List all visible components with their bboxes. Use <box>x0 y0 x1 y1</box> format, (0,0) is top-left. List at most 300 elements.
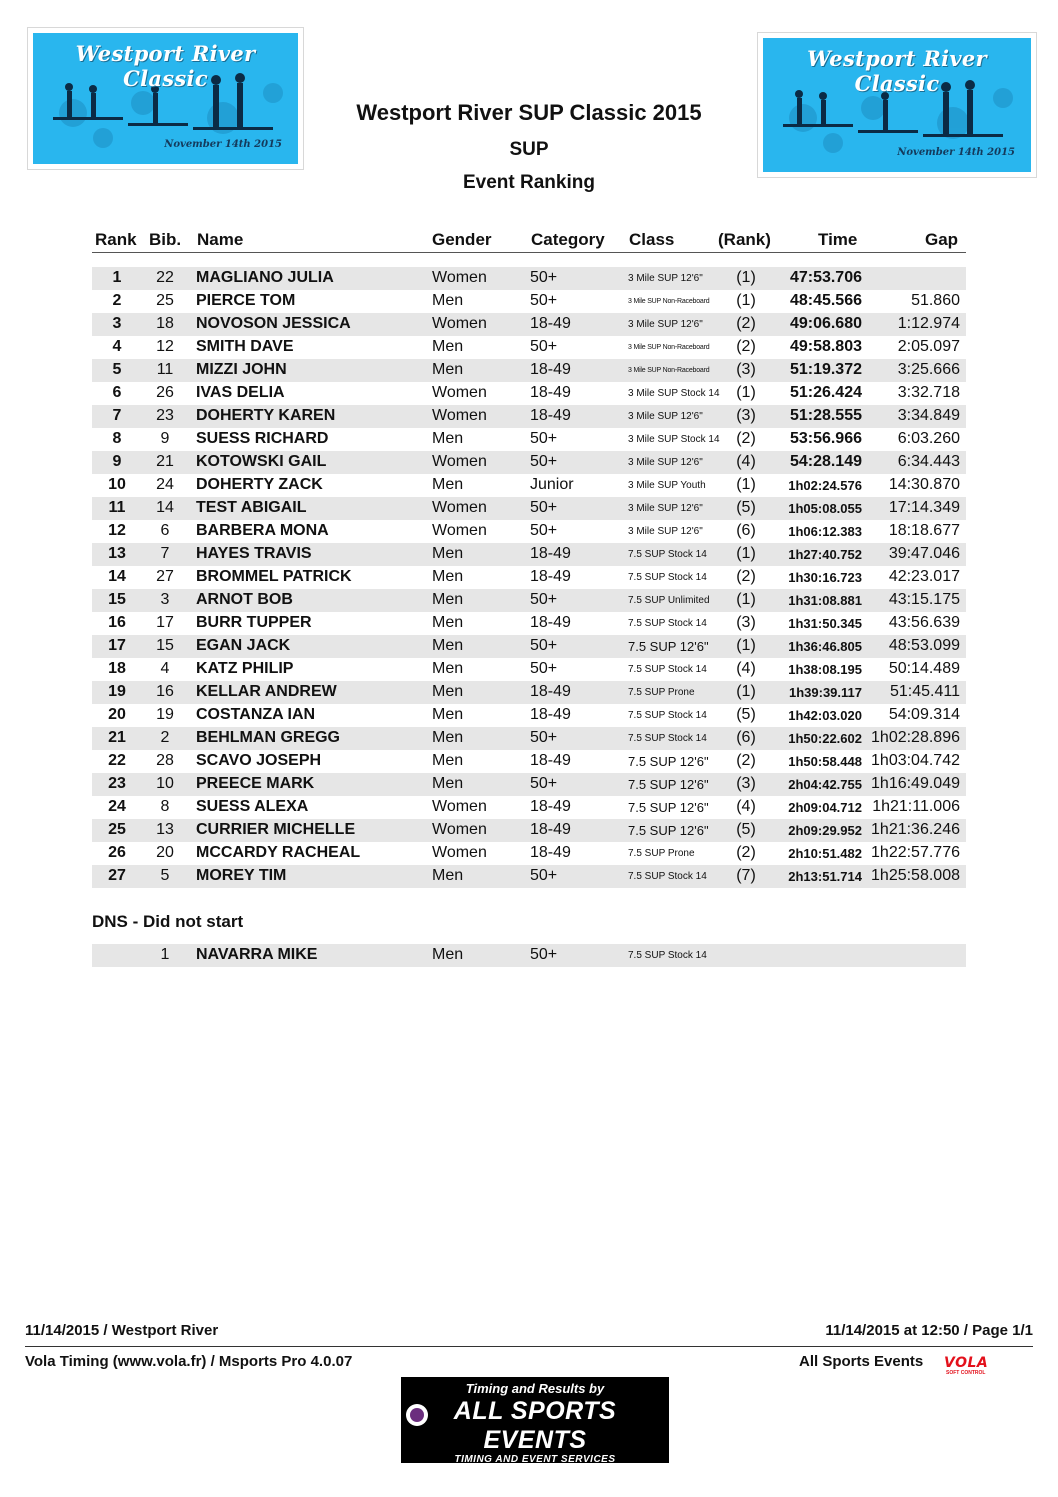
category-cell: 50+ <box>530 591 558 608</box>
time-cell: 51:19.372 <box>789 361 862 378</box>
rank-cell: 1 <box>112 269 122 286</box>
category-cell: 18-49 <box>530 568 571 585</box>
category-cell: Junior <box>530 476 574 493</box>
gender-cell: Men <box>432 614 464 631</box>
rank-cell: 25 <box>108 821 126 838</box>
gap-cell: 39:47.046 <box>888 545 960 562</box>
table-row <box>92 382 966 405</box>
category-cell: 50+ <box>530 867 558 884</box>
class-rank-cell: (7) <box>736 867 756 884</box>
rank-cell: 13 <box>108 545 126 562</box>
bib-cell: 9 <box>160 430 170 447</box>
gap-cell: 50:14.489 <box>888 660 960 677</box>
category-cell: 18-49 <box>530 844 571 861</box>
time-cell: 2h13:51.714 <box>788 869 862 884</box>
class-rank-cell: (1) <box>736 683 756 700</box>
gender-cell: Women <box>432 315 487 332</box>
table-row <box>92 474 966 497</box>
rank-cell: 21 <box>108 729 126 746</box>
table-row <box>92 773 966 796</box>
time-cell: 1h30:16.723 <box>788 570 862 585</box>
name-cell: DOHERTY KAREN <box>196 407 336 424</box>
class-rank-cell: (3) <box>736 407 756 424</box>
gender-cell: Women <box>432 384 487 401</box>
gap-cell: 48:53.099 <box>888 637 960 654</box>
bib-cell: 17 <box>156 614 174 631</box>
table-row <box>92 635 966 658</box>
table-row <box>92 451 966 474</box>
category-cell: 18-49 <box>530 315 571 332</box>
class-cell: 7.5 SUP Stock 14 <box>628 733 707 744</box>
name-cell: NAVARRA MIKE <box>196 946 318 963</box>
category-cell: 50+ <box>530 637 558 654</box>
class-cell: 3 Mile SUP Stock 14 <box>628 434 720 445</box>
class-cell: 7.5 SUP Stock 14 <box>628 871 707 882</box>
bib-cell: 11 <box>156 361 174 378</box>
class-cell: 3 Mile SUP 12'6" <box>628 319 703 330</box>
gender-cell: Men <box>432 545 464 562</box>
name-cell: MAGLIANO JULIA <box>196 269 334 286</box>
name-cell: KATZ PHILIP <box>196 660 294 677</box>
bib-cell: 1 <box>160 946 170 963</box>
time-cell: 2h10:51.482 <box>788 846 862 861</box>
bib-cell: 6 <box>160 522 170 539</box>
rank-cell: 15 <box>108 591 126 608</box>
gap-cell: 1h03:04.742 <box>871 752 960 769</box>
class-rank-cell: (6) <box>736 522 756 539</box>
class-rank-cell: (3) <box>736 775 756 792</box>
table-row <box>92 566 966 589</box>
name-cell: NOVOSON JESSICA <box>196 315 351 332</box>
table-row <box>92 842 966 865</box>
class-cell: 7.5 SUP 12'6" <box>628 639 709 654</box>
class-rank-cell: (6) <box>736 729 756 746</box>
class-cell: 3 Mile SUP 12'6" <box>628 526 703 537</box>
rank-cell: 17 <box>108 637 126 654</box>
gender-cell: Men <box>432 430 464 447</box>
name-cell: DOHERTY ZACK <box>196 476 323 493</box>
table-row <box>92 865 966 888</box>
bib-cell: 24 <box>156 476 174 493</box>
table-row <box>92 497 966 520</box>
name-cell: BURR TUPPER <box>196 614 312 631</box>
bib-cell: 10 <box>156 775 174 792</box>
name-cell: BROMMEL PATRICK <box>196 568 352 585</box>
sponsor-name: ALL SPORTS EVENTS <box>453 1397 617 1454</box>
gender-cell: Women <box>432 453 487 470</box>
name-cell: CURRIER MICHELLE <box>196 821 356 838</box>
class-rank-cell: (2) <box>736 752 756 769</box>
category-cell: 18-49 <box>530 361 571 378</box>
event-title: Westport River SUP Classic 2015 <box>356 100 702 125</box>
category-cell: 18-49 <box>530 752 571 769</box>
gender-cell: Men <box>432 361 464 378</box>
gap-cell: 1h21:36.246 <box>871 821 960 838</box>
gap-cell: 54:09.314 <box>888 706 960 723</box>
category-cell: 18-49 <box>530 384 571 401</box>
rank-cell: 22 <box>108 752 126 769</box>
table-row <box>92 359 966 382</box>
col-bib: Bib. <box>149 230 182 249</box>
gap-cell: 43:56.639 <box>888 614 960 631</box>
rank-cell: 7 <box>112 407 122 424</box>
bib-cell: 14 <box>156 499 174 516</box>
category-cell: 18-49 <box>530 545 571 562</box>
footer-date-location: 11/14/2015 / Westport River <box>25 1322 219 1339</box>
table-row <box>92 405 966 428</box>
class-rank-cell: (2) <box>736 315 756 332</box>
gap-cell: 2:05.097 <box>897 338 960 355</box>
gender-cell: Women <box>432 798 487 815</box>
section-title: Event Ranking <box>463 172 595 193</box>
name-cell: EGAN JACK <box>196 637 291 654</box>
col-time: Time <box>818 230 858 249</box>
table-row <box>92 819 966 842</box>
sponsor-caption: Timing and Results by <box>465 1381 605 1396</box>
class-cell: 7.5 SUP Stock 14 <box>628 710 707 721</box>
table-row <box>92 543 966 566</box>
name-cell: HAYES TRAVIS <box>196 545 312 562</box>
gap-cell: 1h25:58.008 <box>871 867 960 884</box>
table-row <box>92 658 966 681</box>
gender-cell: Men <box>432 476 464 493</box>
time-cell: 1h50:58.448 <box>788 754 862 769</box>
gap-cell: 1h21:11.006 <box>872 798 960 815</box>
time-cell: 1h42:03.020 <box>788 708 862 723</box>
name-cell: COSTANZA IAN <box>196 706 316 723</box>
table-row <box>92 704 966 727</box>
class-cell: 7.5 SUP Stock 14 <box>628 618 707 629</box>
gap-cell: 6:03.260 <box>897 430 960 447</box>
category-cell: 18-49 <box>530 614 571 631</box>
table-row <box>92 520 966 543</box>
col-gender: Gender <box>432 230 492 249</box>
category-cell: 50+ <box>530 729 558 746</box>
class-cell: 7.5 SUP 12'6" <box>628 777 709 792</box>
category-cell: 18-49 <box>530 706 571 723</box>
class-cell: 7.5 SUP Prone <box>628 687 695 698</box>
rank-cell: 12 <box>108 522 126 539</box>
bib-cell: 4 <box>160 660 170 677</box>
footer-divider <box>25 1346 1033 1347</box>
gap-cell: 6:34.443 <box>897 453 960 470</box>
class-rank-cell: (4) <box>736 798 756 815</box>
table-header <box>92 228 966 253</box>
table-row <box>92 267 966 290</box>
category-cell: 18-49 <box>530 407 571 424</box>
time-cell: 53:56.966 <box>789 430 862 447</box>
table-row <box>92 750 966 773</box>
rank-cell: 4 <box>112 338 122 355</box>
gap-cell: 51.860 <box>911 292 960 309</box>
class-cell: 3 Mile SUP Non-Raceboard <box>628 367 710 374</box>
rank-cell: 26 <box>108 844 126 861</box>
footer-software: Vola Timing (www.vola.fr) / Msports Pro 4.0.07 <box>25 1353 353 1370</box>
bib-cell: 22 <box>156 269 174 286</box>
gender-cell: Women <box>432 269 487 286</box>
gap-cell: 18:18.677 <box>888 522 960 539</box>
bib-cell: 20 <box>156 844 174 861</box>
category-cell: 50+ <box>530 338 558 355</box>
gender-cell: Men <box>432 591 464 608</box>
name-cell: KOTOWSKI GAIL <box>196 453 327 470</box>
category-cell: 50+ <box>530 946 558 963</box>
dns-row <box>92 944 966 967</box>
category-cell: 50+ <box>530 775 558 792</box>
class-rank-cell: (3) <box>736 361 756 378</box>
class-rank-cell: (1) <box>736 269 756 286</box>
class-rank-cell: (2) <box>736 430 756 447</box>
footer-timestamp-page: 11/14/2015 at 12:50 / Page 1/1 <box>825 1322 1033 1339</box>
time-cell: 48:45.566 <box>789 292 862 309</box>
gender-cell: Men <box>432 946 464 963</box>
gap-cell: 3:25.666 <box>897 361 960 378</box>
gender-cell: Men <box>432 752 464 769</box>
rank-cell: 6 <box>112 384 122 401</box>
class-rank-cell: (2) <box>736 338 756 355</box>
rank-cell: 10 <box>108 476 126 493</box>
bib-cell: 27 <box>156 568 174 585</box>
class-rank-cell: (1) <box>736 545 756 562</box>
gap-cell: 51:45.411 <box>890 683 960 700</box>
time-cell: 1h05:08.055 <box>788 501 862 516</box>
bib-cell: 2 <box>160 729 170 746</box>
col-class-rank: (Rank) <box>718 230 771 249</box>
bib-cell: 16 <box>156 683 174 700</box>
rank-cell: 23 <box>108 775 126 792</box>
time-cell: 2h04:42.755 <box>788 777 862 792</box>
logo-date: November 14th 2015 <box>897 147 1015 158</box>
bib-cell: 8 <box>160 798 170 815</box>
category-cell: 50+ <box>530 292 558 309</box>
name-cell: MCCARDY RACHEAL <box>196 844 361 861</box>
gap-cell: 1:12.974 <box>897 315 960 332</box>
table-row <box>92 336 966 359</box>
class-cell: 7.5 SUP Stock 14 <box>628 549 707 560</box>
time-cell: 2h09:04.712 <box>788 800 862 815</box>
name-cell: PREECE MARK <box>196 775 315 792</box>
class-cell: 7.5 SUP 12'6" <box>628 823 709 838</box>
gap-cell: 3:34.849 <box>897 407 960 424</box>
gender-cell: Men <box>432 660 464 677</box>
name-cell: PIERCE TOM <box>196 292 296 309</box>
bib-cell: 21 <box>156 453 174 470</box>
gender-cell: Men <box>432 683 464 700</box>
gap-cell: 42:23.017 <box>888 568 960 585</box>
class-cell: 7.5 SUP Stock 14 <box>628 572 707 583</box>
rank-cell: 9 <box>112 453 122 470</box>
gender-cell: Men <box>432 292 464 309</box>
bib-cell: 3 <box>160 591 170 608</box>
time-cell: 1h50:22.602 <box>788 731 862 746</box>
class-cell: 3 Mile SUP Youth <box>628 480 706 491</box>
bib-cell: 19 <box>156 706 174 723</box>
logo-title: Westport River Classic <box>75 41 256 91</box>
time-cell: 1h36:46.805 <box>788 639 862 654</box>
rank-cell: 20 <box>108 706 126 723</box>
class-cell: 7.5 SUP Stock 14 <box>628 664 707 675</box>
vola-logo-sub: SOFT CONTROL <box>946 1370 986 1376</box>
bib-cell: 23 <box>156 407 174 424</box>
gender-cell: Women <box>432 821 487 838</box>
category-cell: 50+ <box>530 453 558 470</box>
name-cell: MOREY TIM <box>196 867 287 884</box>
time-cell: 1h02:24.576 <box>788 478 862 493</box>
vola-logo <box>944 1354 1034 1376</box>
class-cell: 3 Mile SUP 12'6" <box>628 411 703 422</box>
gap-cell: 3:32.718 <box>897 384 960 401</box>
class-rank-cell: (5) <box>736 706 756 723</box>
name-cell: BEHLMAN GREGG <box>196 729 340 746</box>
class-rank-cell: (3) <box>736 614 756 631</box>
class-rank-cell: (4) <box>736 453 756 470</box>
gap-cell: 1h16:49.049 <box>871 775 960 792</box>
gender-cell: Men <box>432 867 464 884</box>
class-cell: 3 Mile SUP Non-Raceboard <box>628 344 710 351</box>
col-category: Category <box>531 230 605 249</box>
name-cell: ARNOT BOB <box>196 591 293 608</box>
bib-cell: 13 <box>156 821 174 838</box>
gender-cell: Men <box>432 729 464 746</box>
rank-cell: 3 <box>112 315 122 332</box>
rank-cell: 14 <box>108 568 126 585</box>
gender-cell: Men <box>432 568 464 585</box>
time-cell: 51:28.555 <box>789 407 862 424</box>
rank-cell: 18 <box>108 660 126 677</box>
time-cell: 51:26.424 <box>789 384 862 401</box>
table-row <box>92 290 966 313</box>
col-name: Name <box>197 230 244 249</box>
table-row <box>92 727 966 750</box>
category-cell: 18-49 <box>530 683 571 700</box>
bib-cell: 28 <box>156 752 174 769</box>
gender-cell: Women <box>432 499 487 516</box>
class-rank-cell: (1) <box>736 384 756 401</box>
sponsor-url: www.allsportsevents.com <box>461 1466 609 1480</box>
dns-title: DNS - Did not start <box>92 912 244 931</box>
rank-cell: 2 <box>112 292 122 309</box>
bib-cell: 18 <box>156 315 174 332</box>
time-cell: 1h27:40.752 <box>788 547 862 562</box>
table-row <box>92 612 966 635</box>
class-cell: 7.5 SUP 12'6" <box>628 754 709 769</box>
name-cell: SUESS RICHARD <box>196 430 329 447</box>
gap-cell: 1h02:28.896 <box>871 729 960 746</box>
class-cell: 3 Mile SUP 12'6" <box>628 273 703 284</box>
category-cell: 18-49 <box>530 798 571 815</box>
class-cell: 3 Mile SUP 12'6" <box>628 503 703 514</box>
name-cell: IVAS DELIA <box>196 384 285 401</box>
class-rank-cell: (5) <box>736 821 756 838</box>
time-cell: 54:28.149 <box>789 453 862 470</box>
name-cell: SMITH DAVE <box>196 338 294 355</box>
category-cell: 50+ <box>530 269 558 286</box>
gender-cell: Men <box>432 338 464 355</box>
time-cell: 1h06:12.383 <box>788 524 862 539</box>
category-cell: 50+ <box>530 522 558 539</box>
bib-cell: 7 <box>160 545 170 562</box>
dns-table <box>92 944 966 967</box>
table-row <box>92 796 966 819</box>
footer-organizer: All Sports Events <box>799 1353 924 1370</box>
rank-cell: 19 <box>108 683 126 700</box>
table-row <box>92 681 966 704</box>
name-cell: SUESS ALEXA <box>196 798 309 815</box>
gender-cell: Men <box>432 706 464 723</box>
class-cell: 7.5 SUP 12'6" <box>628 800 709 815</box>
gender-cell: Women <box>432 407 487 424</box>
class-cell: 7.5 SUP Prone <box>628 848 695 859</box>
rank-cell: 27 <box>108 867 126 884</box>
bib-cell: 5 <box>160 867 170 884</box>
ase-globe-icon <box>406 1404 428 1426</box>
class-rank-cell: (1) <box>736 637 756 654</box>
bib-cell: 25 <box>156 292 174 309</box>
class-rank-cell: (5) <box>736 499 756 516</box>
col-class: Class <box>629 230 675 249</box>
gender-cell: Men <box>432 637 464 654</box>
name-cell: KELLAR ANDREW <box>196 683 337 700</box>
class-rank-cell: (2) <box>736 568 756 585</box>
table-row <box>92 589 966 612</box>
name-cell: MIZZI JOHN <box>196 361 287 378</box>
gap-cell: 14:30.870 <box>888 476 960 493</box>
class-cell: 7.5 SUP Stock 14 <box>628 950 707 961</box>
gap-cell: 1h22:57.776 <box>871 844 960 861</box>
sponsor-tagline: TIMING AND EVENT SERVICES <box>454 1454 616 1465</box>
time-cell: 49:58.803 <box>789 338 862 355</box>
sponsor-banner <box>401 1377 669 1480</box>
gender-cell: Men <box>432 775 464 792</box>
time-cell: 2h09:29.952 <box>788 823 862 838</box>
name-cell: SCAVO JOSEPH <box>196 752 322 769</box>
bib-cell: 15 <box>156 637 174 654</box>
bib-cell: 26 <box>156 384 174 401</box>
class-rank-cell: (4) <box>736 660 756 677</box>
rank-cell: 11 <box>108 499 126 516</box>
class-cell: 7.5 SUP Unlimited <box>628 595 710 606</box>
vola-logo-text: VOLA <box>944 1355 989 1371</box>
category-cell: 18-49 <box>530 821 571 838</box>
class-cell: 3 Mile SUP Non-Raceboard <box>628 298 710 305</box>
time-cell: 47:53.706 <box>789 269 862 286</box>
col-gap: Gap <box>925 230 959 249</box>
class-rank-cell: (1) <box>736 476 756 493</box>
gap-cell: 17:14.349 <box>888 499 960 516</box>
table-row <box>92 313 966 336</box>
bib-cell: 12 <box>156 338 174 355</box>
table-row <box>92 428 966 451</box>
event-subtitle: SUP <box>509 139 549 160</box>
name-cell: TEST ABIGAIL <box>196 499 307 516</box>
rank-cell: 5 <box>112 361 122 378</box>
time-cell: 1h38:08.195 <box>788 662 862 677</box>
time-cell: 1h31:08.881 <box>788 593 862 608</box>
rank-cell: 16 <box>108 614 126 631</box>
class-rank-cell: (1) <box>736 292 756 309</box>
rank-cell: 8 <box>112 430 122 447</box>
logo-title: Westport River Classic <box>807 46 987 96</box>
category-cell: 50+ <box>530 499 558 516</box>
time-cell: 1h31:50.345 <box>788 616 862 631</box>
logo-date: November 14th 2015 <box>164 139 282 150</box>
name-cell: BARBERA MONA <box>196 522 329 539</box>
category-cell: 50+ <box>530 660 558 677</box>
time-cell: 1h39:39.117 <box>788 685 862 700</box>
class-rank-cell: (2) <box>736 844 756 861</box>
class-rank-cell: (1) <box>736 591 756 608</box>
time-cell: 49:06.680 <box>789 315 862 332</box>
